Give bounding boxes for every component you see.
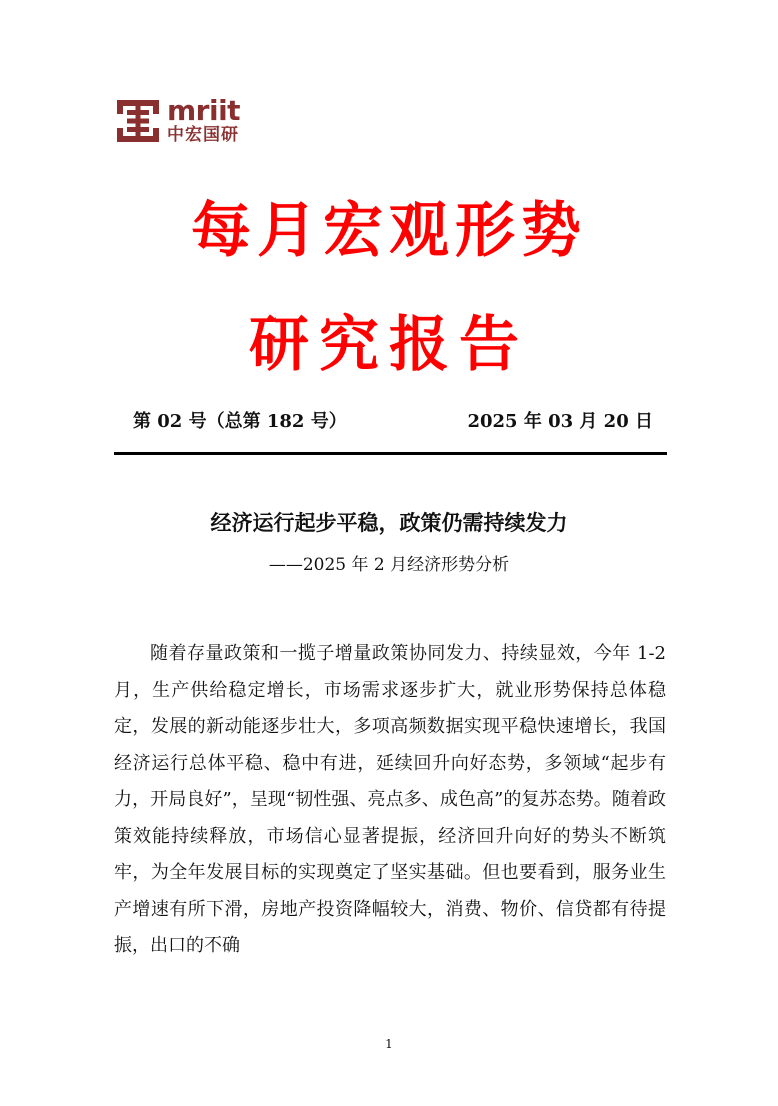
article-headline: 经济运行起步平稳，政策仍需持续发力 — [210, 510, 568, 535]
logo-wordmark — [167, 94, 241, 145]
report-title-line-1: 每月宏观形势 — [191, 196, 587, 266]
issue-line — [133, 408, 653, 436]
article-subheadline: ——2025 年 2 月经济形势分析 — [268, 555, 510, 575]
logo-name-cn: 中宏国研 — [167, 125, 239, 145]
issue-number: 第 02 号（总第 182 号） — [133, 411, 347, 432]
article-body: 随着存量政策和一揽子增量政策协同发力、持续显效，今年 1-2 月，生产供给稳定增长，市场需求逐步扩大，就业形势保持总体稳定，发展的新动能逐步壮大，多项高频数据实现平稳快速增长，我国经济运行总体平稳、稳中有进，延续回升向好态势，多领域“起步有力，开局良好”，呈现“韧性强、亮点多、成色高”的复苏态势。随着政策效能持续释放，市场信心显著提振，经济回升向好的势头不断筑牢，为全年发展目标的实现奠定了坚实基础。但也要看到，服务业生产增速有所下滑，房地产投资降幅较大，消费、物价、信贷都有待提振，出口的不确 — [114, 643, 666, 956]
report-title-line-2: 研究报告 — [249, 310, 529, 380]
issue-date: 2025 年 03 月 20 日 — [467, 411, 653, 432]
divider-rule — [114, 452, 667, 455]
logo — [113, 96, 240, 146]
page-number: 1 — [385, 1037, 393, 1051]
logo-name-en: mriit — [167, 94, 241, 127]
mriit-logo-icon — [113, 96, 163, 146]
